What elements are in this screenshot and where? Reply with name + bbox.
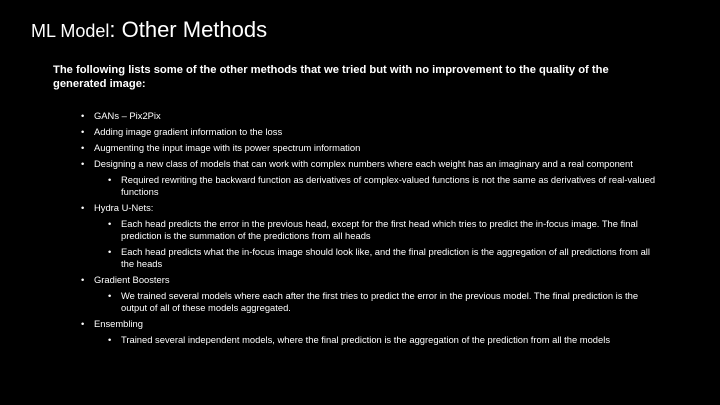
bullet-text: Adding image gradient information to the loss (94, 126, 283, 137)
title-prefix: ML Model (31, 21, 110, 41)
title-main: Other Methods (121, 17, 268, 42)
bullet-text: Designing a new class of models that can work with complex numbers where each weight has an imaginary and a real component (94, 158, 633, 169)
bullet-item (79, 110, 659, 122)
bullet-item (79, 126, 659, 138)
bullet-text: Gradient Boosters (94, 274, 170, 285)
bullet-item (79, 274, 659, 314)
bullet-list (79, 110, 659, 350)
sub-bullet-item: • Required rewriting the backward function as derivatives of complex-valued functions is not the same as derivatives of real-valued functions (94, 174, 659, 198)
sub-bullet-item: • We trained several models where each after the first tries to predict the error in the previous model. The final prediction is the output of all of these models aggregated. (94, 290, 659, 314)
sub-bullet-item: • Each head predicts the error in the previous head, except for the first head which tries to predict the in-focus image. The final prediction is the summation of the predictions from all heads (94, 218, 659, 242)
sub-bullet-list (94, 290, 659, 314)
sub-bullet-item: • Each head predicts what the in-focus image should look like, and the final prediction is the aggregation of all predictions from all the heads (94, 246, 659, 270)
bullet-text: Ensembling (94, 318, 143, 329)
bullet-item (79, 202, 659, 270)
bullet-text: Hydra U-Nets: (94, 202, 154, 213)
slide-title (31, 16, 267, 47)
bullet-item (79, 318, 659, 346)
title-separator: : (109, 17, 122, 42)
sub-bullet-list (94, 174, 659, 198)
intro-text: The following lists some of the other methods that we tried but with no improvement to the quality of the generated image: (53, 64, 609, 90)
bullet-text: GANs – Pix2Pix (94, 110, 161, 121)
bullet-item (79, 158, 659, 198)
bullet-text: Augmenting the input image with its power spectrum information (94, 142, 361, 153)
sub-bullet-list (94, 334, 659, 346)
sub-bullet-item: • Trained several independent models, where the final prediction is the aggregation of the prediction from all the models (94, 334, 659, 346)
sub-bullet-list (94, 218, 659, 270)
bullet-item (79, 142, 659, 154)
